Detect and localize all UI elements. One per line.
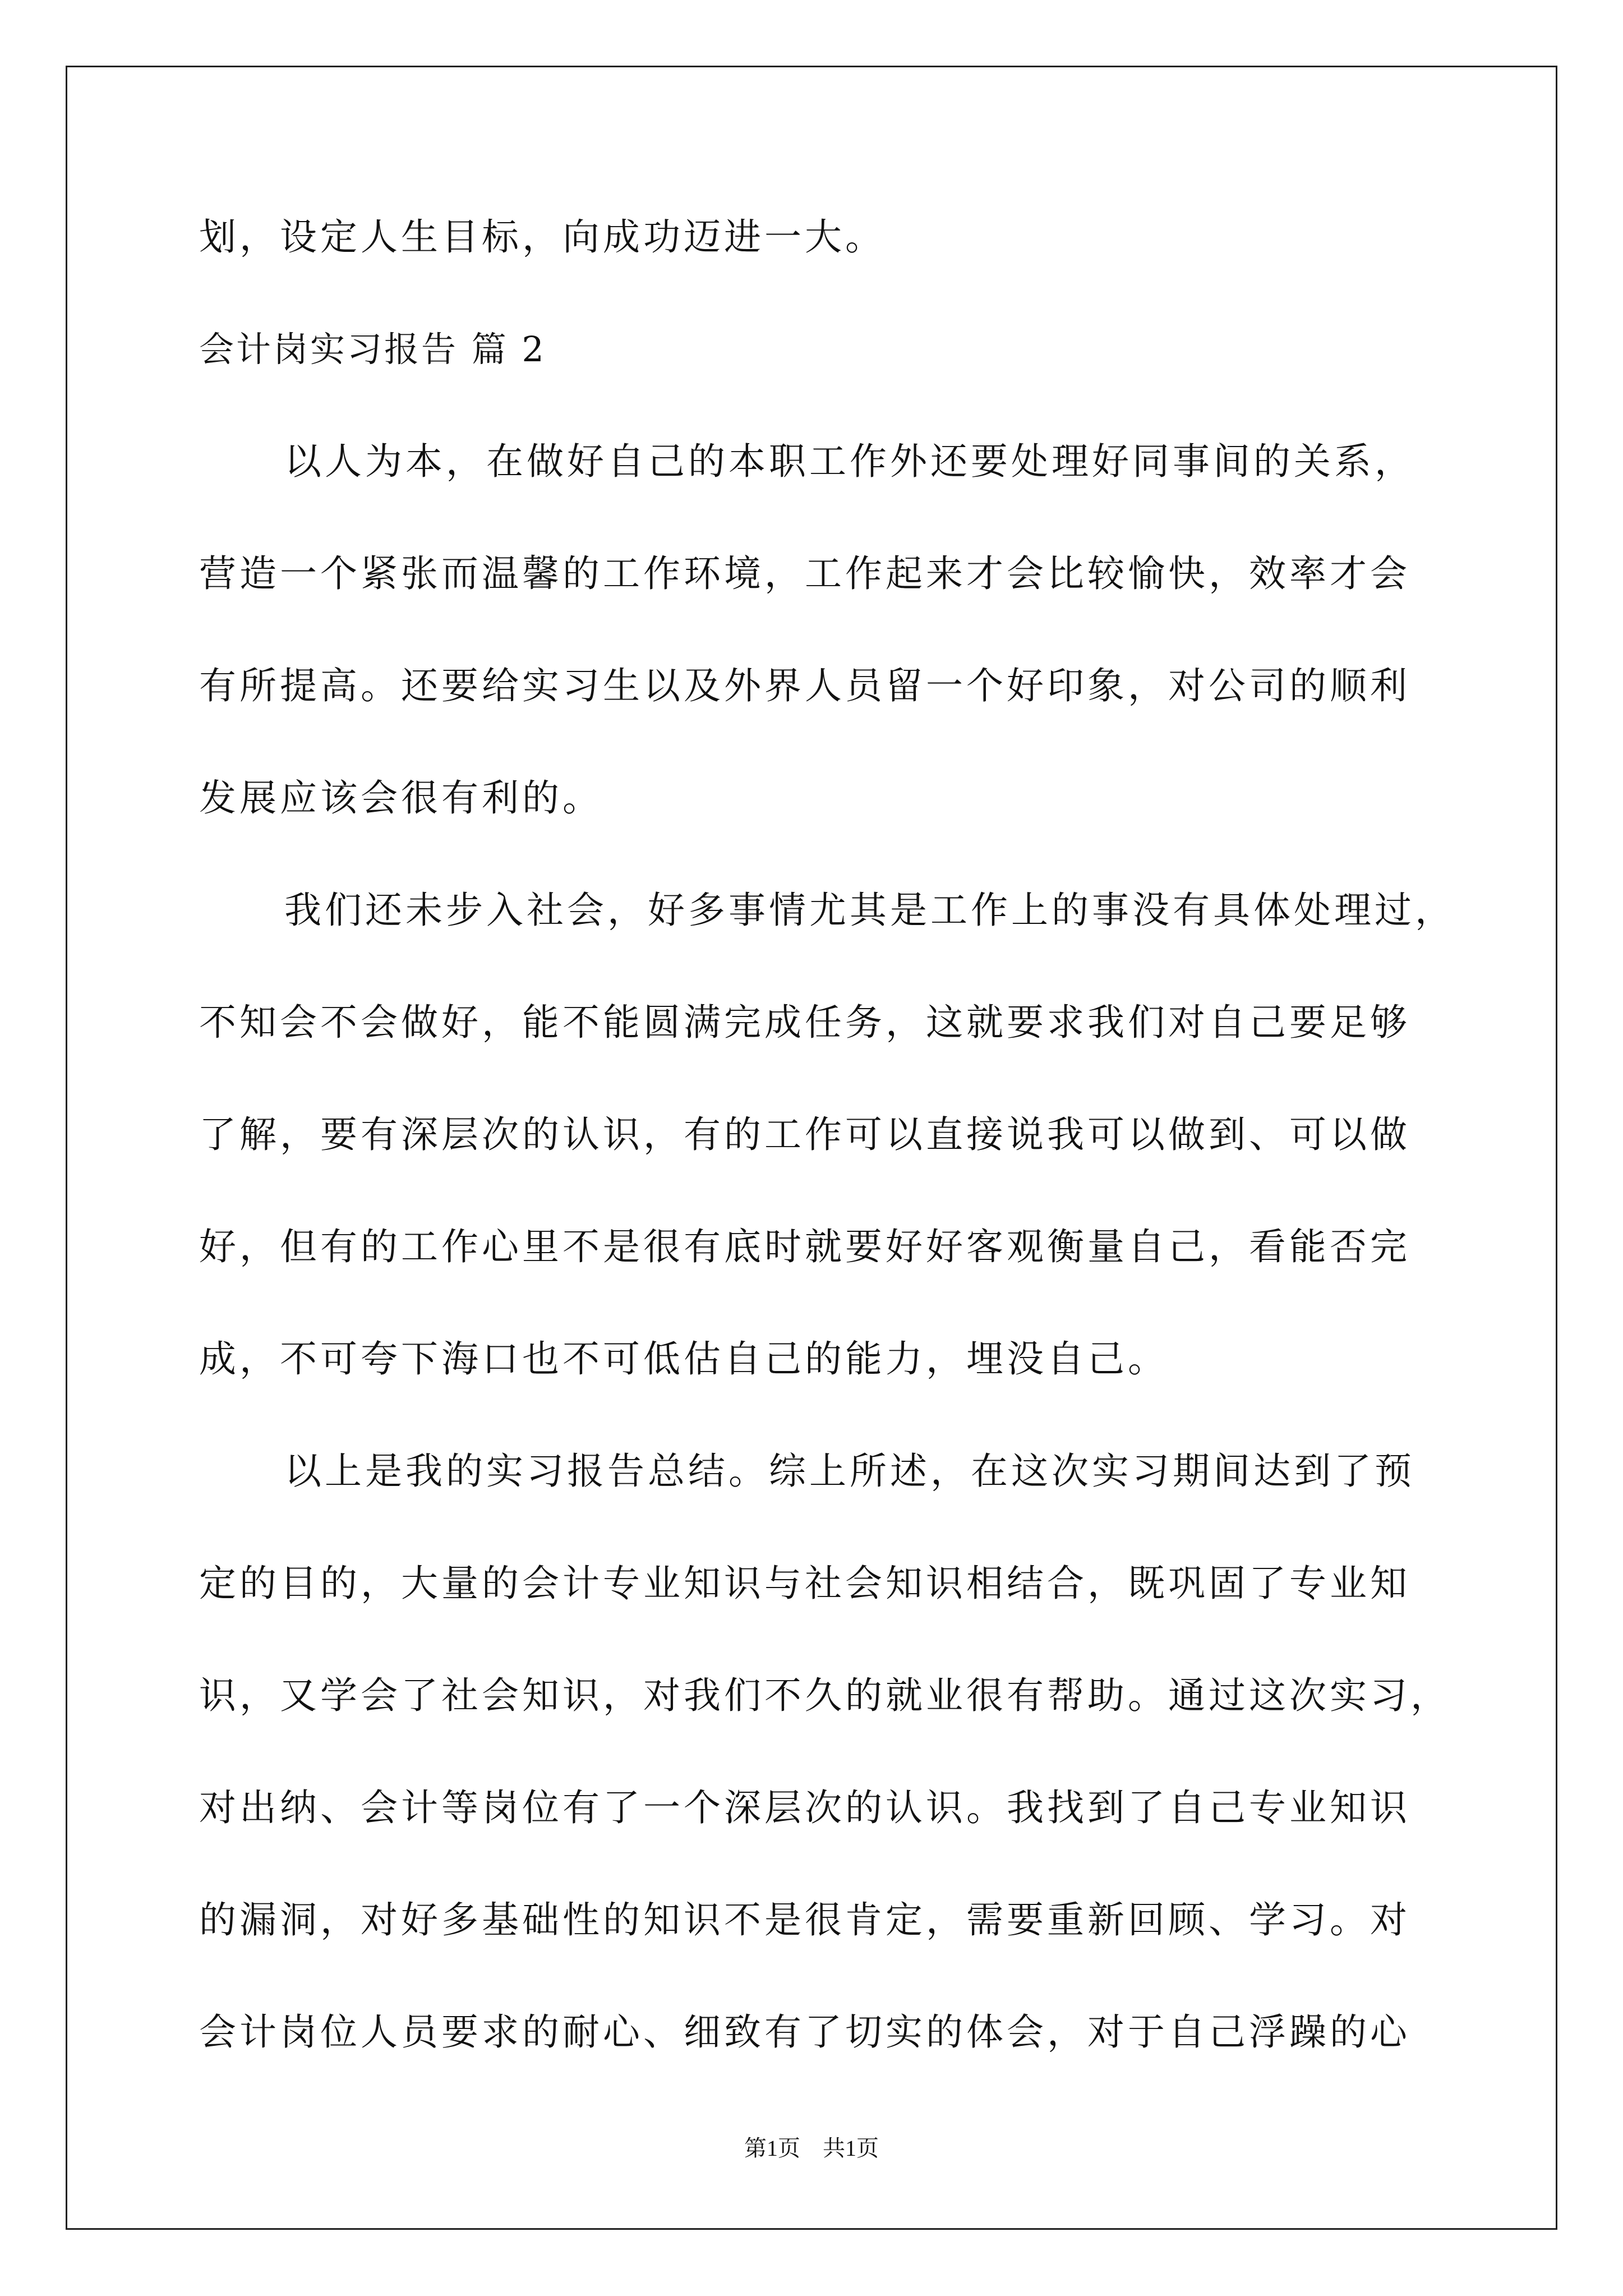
paragraph-2-line: 我们还未步入社会，好多事情尤其是工作上的事没有具体处理过， [284,889,1455,932]
paragraph-2-line: 了解，要有深层次的认识，有的工作可以直接说我可以做到、可以做 [199,1113,1410,1156]
paragraph-1-line: 有所提高。还要给实习生以及外界人员留一个好印象，对公司的顺利 [199,664,1410,707]
paragraph-3-line: 定的目的，大量的会计专业知识与社会知识相结合，既巩固了专业知 [199,1562,1410,1605]
paragraph-2-line: 不知会不会做好，能不能圆满完成任务，这就要求我们对自己要足够 [199,1001,1410,1044]
paragraph-3-line: 会计岗位人员要求的耐心、细致有了切实的体会，对于自己浮躁的心 [199,2010,1410,2054]
continuation-line: 划，设定人生目标，向成功迈进一大。 [199,215,886,259]
paragraph-3-line: 对出纳、会计等岗位有了一个深层次的认识。我找到了自己专业知识 [199,1786,1410,1829]
section-heading: 会计岗实习报告 篇 2 [199,329,546,370]
paragraph-1-line: 发展应该会很有利的。 [199,776,603,820]
paragraph-2-line: 成，不可夸下海口也不可低估自己的能力，埋没自己。 [199,1337,1168,1381]
paragraph-1-line: 以人为本，在做好自己的本职工作外还要处理好同事间的关系， [284,440,1415,483]
paragraph-3-line: 的漏洞，对好多基础性的知识不是很肯定，需要重新回顾、学习。对 [199,1898,1410,1941]
page-footer: 第1页 共1页 [744,2136,879,2161]
paragraph-2-line: 好，但有的工作心里不是很有底时就要好好客观衡量自己，看能否完 [199,1225,1410,1268]
paragraph-3-line: 识，又学会了社会知识，对我们不久的就业很有帮助。通过这次实习， [199,1674,1451,1717]
paragraph-1-line: 营造一个紧张而温馨的工作环境，工作起来才会比较愉快，效率才会 [199,552,1410,595]
paragraph-3-line: 以上是我的实习报告总结。综上所述，在这次实习期间达到了预 [284,1450,1415,1493]
